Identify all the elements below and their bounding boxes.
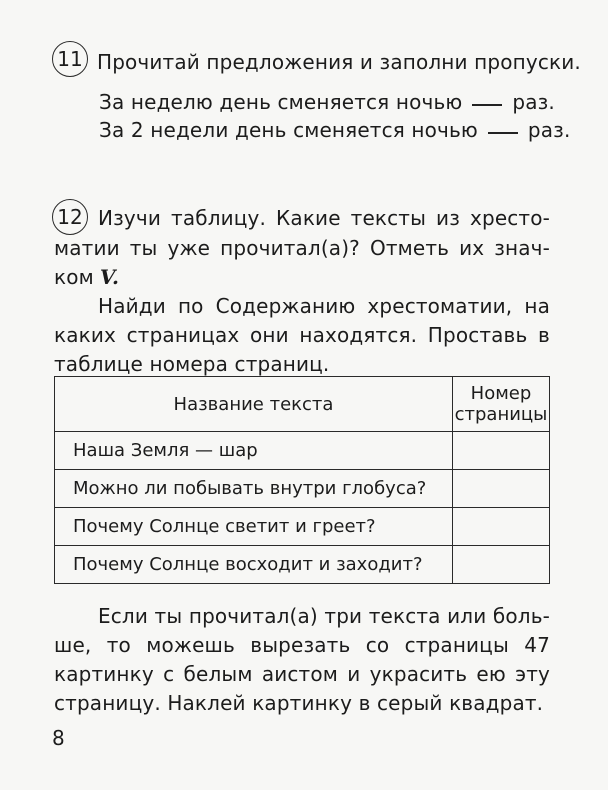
table-row [55, 546, 550, 584]
text-title: Наша Земля — шар [55, 432, 453, 470]
header-page-number-line-1: Номер [470, 383, 532, 404]
task-12-line-2: матии ты уже прочитал(а)? Отметь их знач- [54, 236, 550, 260]
table-row [55, 508, 550, 546]
task-12-para2-line-3: таблице номера страниц. [54, 352, 330, 376]
table-row [55, 470, 550, 508]
sentence-1-text: За неделю день сменяется ночью [99, 90, 463, 114]
closing-line-3: картинку с белым аистом и украсить ею эту [54, 662, 550, 686]
sentence-1-suffix: раз. [512, 90, 555, 114]
texts-table [54, 376, 550, 584]
page-number-cell[interactable] [453, 546, 550, 584]
text-title: Почему Солнце светит и греет? [55, 508, 453, 546]
task-12-para2-line-2: каких страницах они находятся. Проставь в [54, 323, 550, 347]
answer-blank-1[interactable] [472, 103, 502, 106]
task-11-instruction: Прочитай предложения и заполни пропуски. [97, 50, 581, 74]
task-11-sentence-1 [99, 90, 555, 114]
header-text-name: Название текста [55, 377, 453, 432]
task-12-number: 12 [52, 199, 88, 235]
header-page-number [453, 377, 550, 432]
task-12-line-3 [54, 265, 119, 289]
task-11-number: 11 [52, 41, 88, 77]
task-12-para2-line-1: Найди по Содержанию хрестоматии, на [98, 294, 550, 318]
page-number: 8 [52, 726, 65, 750]
text-title: Почему Солнце восходит и заходит? [55, 546, 453, 584]
page-number-cell[interactable] [453, 432, 550, 470]
closing-line-2: ше, то можешь вырезать со страницы 47 [54, 633, 550, 657]
sentence-2-text: За 2 недели день сменяется ночью [99, 118, 478, 142]
page-number-cell[interactable] [453, 508, 550, 546]
table-header-row [55, 377, 550, 432]
closing-line-1: Если ты прочитал(а) три текста или боль- [98, 604, 550, 628]
task-12-line-3-text: ком [54, 265, 94, 289]
header-page-number-line-2: страницы [454, 404, 548, 425]
sentence-2-suffix: раз. [527, 118, 571, 142]
answer-blank-2[interactable] [488, 131, 518, 134]
task-11-sentence-2 [99, 118, 570, 142]
check-mark-icon: V. [99, 265, 120, 289]
text-title: Можно ли побывать внутри глобуса? [55, 470, 453, 508]
table-row [55, 432, 550, 470]
closing-line-4: страницу. Наклей картинку в серый квадрат. [54, 691, 544, 715]
page-number-cell[interactable] [453, 470, 550, 508]
task-12-line-1: Изучи таблицу. Какие тексты из хресто- [98, 206, 550, 230]
